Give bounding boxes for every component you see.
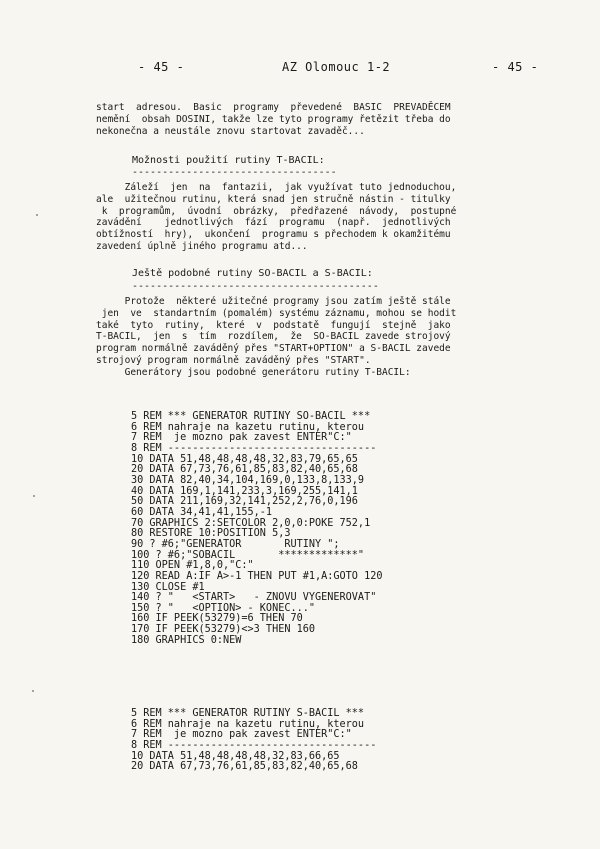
text-line: start adresou. Basic programy převedené BASIC PREVADĚCEM (96, 102, 451, 113)
code-line: 180 GRAPHICS 0:NEW (131, 634, 242, 646)
code-line: 120 READ A:IF A>-1 THEN PUT #1,A:GOTO 120 (131, 570, 383, 582)
text-line: ale užitečnou rutinu, která snad jen stručně nástin - titulky (96, 193, 451, 205)
code-line: 70 GRAPHICS 2:SETCOLOR 2,0,0:POKE 752,1 (131, 517, 371, 529)
code-line: 5 REM *** GENERATOR RUTINY SO-BACIL *** (131, 411, 371, 422)
code-listing-s-bacil (131, 709, 376, 773)
code-line: 7 REM je mozno pak zavest ENTER"C:" (131, 729, 352, 741)
text-line: nekonečna a neustále znovu startovat zavaděč... (96, 125, 365, 137)
text-line: strojový program normálně zaváděný přes "START". (96, 354, 371, 366)
text-line: Záleží jen na fantazii, jak využívat tuto jednoduchou, (96, 182, 457, 193)
scan-speck (33, 495, 35, 497)
page-number-left: - 45 - (138, 60, 185, 74)
code-line: 100 ? #6;"SOBACIL *************" (131, 549, 365, 561)
code-line: 7 REM je mozno pak zavest ENTER"C:" (131, 432, 352, 444)
code-line: 60 DATA 34,41,41,155,-1 (131, 506, 273, 518)
code-line: 50 DATA 211,169,32,141,252,2,76,0,196 (131, 496, 358, 508)
text-line: k programům, úvodní obrázky, předřazené návody, postupné (96, 205, 457, 217)
scan-speck (32, 690, 34, 692)
section-heading-so-s-bacil: Ještě podobné rutiny SO-BACIL a S-BACIL: (132, 268, 373, 279)
code-line: 40 DATA 169,1,141,233,3,169,255,141,1 (131, 485, 358, 497)
code-line: 140 ? " <START> - ZNOVU VYGENEROVAT" (131, 592, 377, 604)
text-line: jen ve standartním (pomalém) systému záznamu, mohou se hodit (96, 307, 457, 319)
text-line: T-BACIL, jen s tím rozdílem, že SO-BACIL zavede strojový (96, 331, 451, 343)
code-line: 20 DATA 67,73,76,61,85,83,82,40,65,68 (131, 464, 358, 476)
page-number-right: - 45 - (492, 60, 539, 74)
text-line: zavedení úplně jiného programu atd... (96, 240, 308, 252)
text-line: program normálně zaváděný přes "START+OPTION" a S-BACIL zavede (96, 343, 451, 355)
text-line: nemění obsah DOSINI, takže lze tyto programy řetězit třeba do (96, 113, 451, 125)
page-title: AZ Olomouc 1-2 (282, 60, 391, 74)
code-line: 8 REM ---------------------------------- (131, 442, 377, 454)
section-heading-t-bacil: Možnosti použití rutiny T-BACIL: (132, 155, 325, 166)
heading-underline: ---------------------------------- (132, 169, 337, 177)
section-paragraph-t-bacil (96, 182, 566, 253)
code-line: 10 DATA 51,48,48,48,48,32,83,66,65 (131, 750, 340, 762)
code-line: 170 IF PEEK(53279)<>3 THEN 160 (131, 624, 316, 636)
heading-underline: ----------------------------------------- (132, 283, 379, 291)
scan-speck (36, 214, 38, 216)
text-line: zavádění jednotlivých fází programu (např. jednotlivých (96, 217, 451, 229)
code-line: 10 DATA 51,48,48,48,48,32,83,79,65,65 (131, 453, 358, 465)
code-line: 90 ? #6;"GENERATOR RUTINY "; (131, 538, 340, 550)
text-line: Generátory jsou podobné generátoru rutiny T-BACIL: (96, 366, 411, 378)
code-line: 8 REM ---------------------------------- (131, 739, 377, 751)
code-line: 20 DATA 67,73,76,61,85,83,82,40,65,68 (131, 761, 358, 773)
code-line: 30 DATA 82,40,34,104,169,0,133,8,133,9 (131, 474, 365, 486)
section-paragraph-so-s-bacil (96, 296, 566, 379)
code-line: 5 REM *** GENERATOR RUTINY S-BACIL *** (131, 708, 365, 719)
code-line: 130 CLOSE #1 (131, 581, 205, 593)
code-line: 110 OPEN #1,8,0,"C:" (131, 560, 254, 572)
code-line: 160 IF PEEK(53279)=6 THEN 70 (131, 613, 303, 625)
code-line: 6 REM nahraje na kazetu rutinu, kterou (131, 421, 365, 433)
text-line: Protože některé užitečné programy jsou zatím ještě stále (96, 296, 451, 307)
text-line: také tyto rutiny, které v podstatě fungují stejně jako (96, 319, 451, 331)
code-listing-so-bacil (131, 412, 382, 646)
text-line: obtížností hry), ukončení programu s přechodem k okamžitému (96, 229, 451, 241)
intro-paragraph (96, 102, 566, 137)
code-line: 80 RESTORE 10:POSITION 5,3 (131, 528, 291, 540)
code-line: 150 ? " <OPTION> - KONEC..." (131, 602, 316, 614)
code-line: 6 REM nahraje na kazetu rutinu, kterou (131, 718, 365, 730)
